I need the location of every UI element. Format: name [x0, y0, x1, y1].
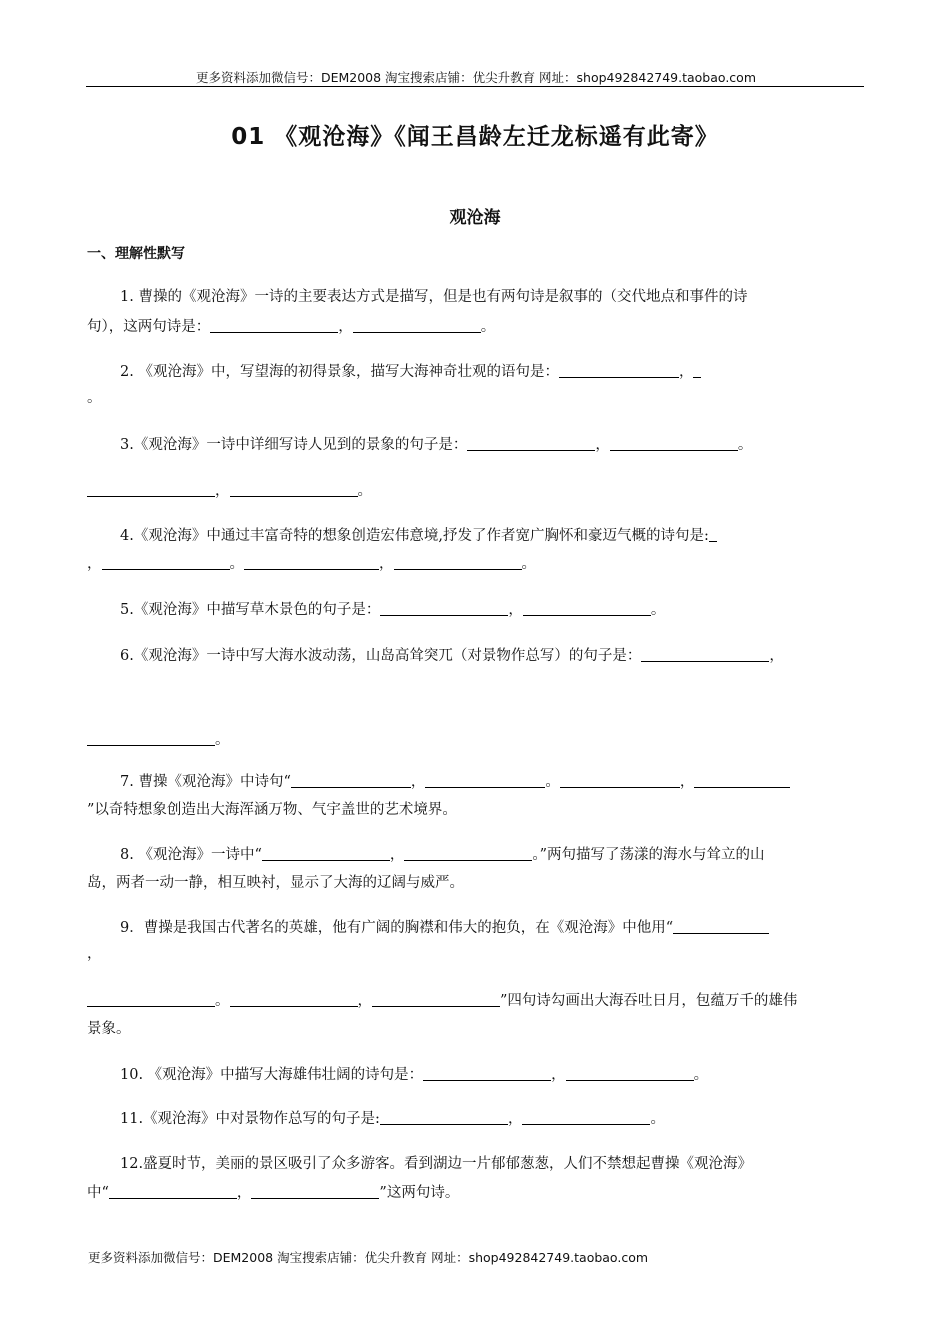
question-6-line-2: 。: [87, 731, 863, 749]
answer-blank[interactable]: [522, 1110, 650, 1125]
answer-blank[interactable]: [372, 992, 500, 1007]
question-6-line-1: 6.《观沧海》一诗中写大海水波动荡，山岛高耸突兀（对景物作总写）的句子是： ，: [120, 648, 784, 664]
answer-blank[interactable]: [694, 773, 790, 788]
answer-blank[interactable]: [230, 482, 358, 497]
question-3-line-2: ， 。: [87, 482, 863, 500]
answer-blank[interactable]: [404, 846, 532, 861]
document-title: 01 《观沧海》《闻王昌龄左迁龙标遥有此寄》: [231, 124, 719, 150]
answer-blank[interactable]: [394, 555, 522, 570]
answer-blank[interactable]: [251, 1184, 379, 1199]
answer-blank[interactable]: [87, 731, 215, 746]
question-3-line-1: 3.《观沧海》一诗中详细写诗人见到的景象的句子是： ， 。: [120, 437, 753, 453]
answer-blank[interactable]: [210, 318, 338, 333]
answer-blank[interactable]: [641, 647, 769, 662]
question-5-line-1: 5.《观沧海》中描写草木景色的句子是： ， 。: [120, 602, 666, 618]
question-8-line-1: 8. 《观沧海》一诗中“ ， 。”两句描写了荡漾的海水与耸立的山: [120, 847, 765, 863]
answer-blank[interactable]: [262, 846, 390, 861]
answer-blank[interactable]: [467, 436, 595, 451]
answer-blank[interactable]: [423, 1066, 551, 1081]
question-1-line-2: 句），这两句诗是： ， 。: [87, 319, 496, 335]
answer-blank[interactable]: [610, 436, 738, 451]
poem-title: 观沧海: [449, 208, 501, 228]
answer-blank[interactable]: [230, 992, 358, 1007]
answer-blank[interactable]: [673, 919, 769, 934]
question-2-line-2: 。: [87, 390, 102, 406]
question-11-line-1: 11.《观沧海》中对景物作总写的句子是: ， 。: [120, 1111, 665, 1127]
section-heading: 一、理解性默写: [87, 246, 185, 262]
page-header: 更多资料添加微信号：DEM2008 淘宝搜索店铺：优尖升教育 网址：shop492842749.taobao.com: [195, 70, 757, 85]
question-7-line-1: 7. 曹操《观沧海》中诗句“ ， 。 ，: [87, 773, 896, 791]
answer-blank[interactable]: [693, 363, 701, 378]
answer-blank[interactable]: [87, 992, 215, 1007]
answer-blank[interactable]: [566, 1066, 694, 1081]
question-1-line-1: 1. 曹操的《观沧海》一诗的主要表达方式是描写，但是也有两句诗是叙事的（交代地点和事件的诗: [120, 289, 748, 305]
header-divider: [86, 86, 864, 87]
answer-blank[interactable]: [560, 773, 680, 788]
question-9-line-3: 。 ， ”四句诗勾画出大海吞吐日月，包蕴万千的雄伟: [87, 992, 863, 1010]
answer-blank[interactable]: [353, 318, 481, 333]
question-7-line-2: ”以奇特想象创造出大海浑涵万物、气宇盖世的艺术境界。: [87, 802, 457, 818]
answer-blank[interactable]: [380, 1110, 508, 1125]
answer-blank[interactable]: [523, 601, 651, 616]
question-4-line-2: ， 。 ， 。: [87, 556, 536, 572]
answer-blank[interactable]: [109, 1184, 237, 1199]
question-4-line-1: 4.《观沧海》中通过丰富奇特的想象创造宏伟意境,抒发了作者宽广胸怀和豪迈气概的诗句是:: [87, 527, 896, 545]
question-12-line-2: 中“ ， ”这两句诗。: [87, 1185, 460, 1201]
page-footer: 更多资料添加微信号：DEM2008 淘宝搜索店铺：优尖升教育 网址：shop492842749.taobao.com: [88, 1250, 649, 1265]
question-9-line-2: ，: [87, 946, 102, 962]
answer-blank[interactable]: [559, 363, 679, 378]
question-12-line-1: 12.盛夏时节，美丽的景区吸引了众多游客。看到湖边一片郁郁葱葱，人们不禁想起曹操《观沧海》: [120, 1156, 753, 1172]
question-9-line-1: 9．曹操是我国古代著名的英雄，他有广阔的胸襟和伟大的抱负，在《观沧海》中他用“: [87, 919, 896, 937]
question-8-line-2: 岛，两者一动一静，相互映衬，显示了大海的辽阔与威严。: [87, 875, 464, 891]
answer-blank[interactable]: [425, 773, 545, 788]
question-10-line-1: 10. 《观沧海》中描写大海雄伟壮阔的诗句是： ， 。: [120, 1067, 709, 1083]
question-2-line-1: 2. 《观沧海》中，写望海的初得景象，描写大海神奇壮观的语句是： ，: [87, 363, 896, 381]
answer-blank[interactable]: [709, 527, 717, 542]
answer-blank[interactable]: [102, 555, 230, 570]
answer-blank[interactable]: [244, 555, 379, 570]
answer-blank[interactable]: [380, 601, 508, 616]
answer-blank[interactable]: [291, 773, 411, 788]
answer-blank[interactable]: [87, 482, 215, 497]
question-9-line-4: 景象。: [87, 1021, 131, 1037]
